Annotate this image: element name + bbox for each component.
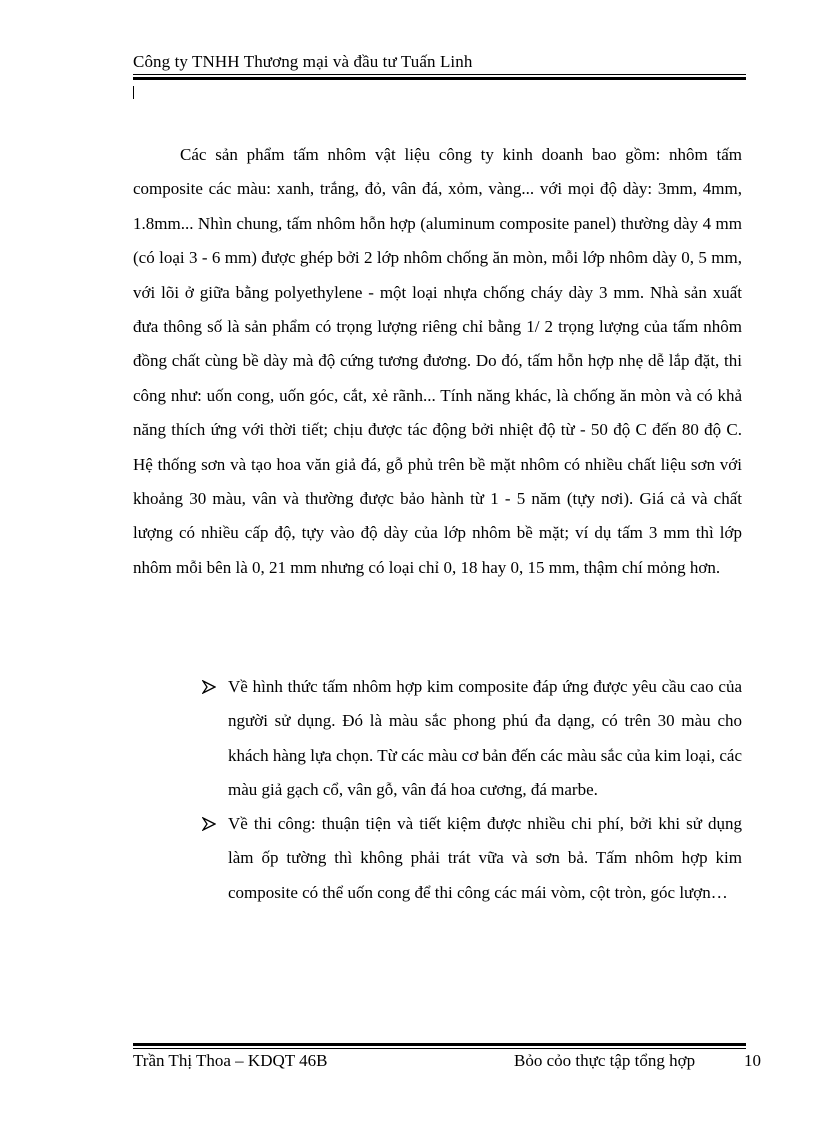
footer-rule-thick bbox=[133, 1043, 746, 1046]
arrow-bullet-icon bbox=[202, 680, 216, 694]
footer-report-title: Bỏo cỏo thực tập tổng hợp bbox=[514, 1051, 696, 1070]
body-paragraph: Các sản phẩm tấm nhôm vật liệu công ty kinh doanh bao gồm: nhôm tấm composite các màu: xanh, trắng, đỏ, vân đá, xỏm, vàng... với mọi độ dày: 3mm, 4mm, 1.8mm... Nhìn chung, tấm nhôm hỗn hợp (aluminum composite panel) thường dày 4 mm (có loại 3 - 6 mm) được ghép bởi 2 lớp nhôm chống ăn mòn, mỗi lớp nhôm dày 0, 5 mm, với lõi ở giữa bằng polyethylene - một loại nhựa chống cháy dày 3 mm. Nhà sản xuất đưa thông số là sản phẩm có trọng lượng riêng chỉ bằng 1/ 2 trọng lượng của tấm nhôm đồng chất cùng bề dày mà độ cứng tương đương. Do đó, tấm hỗn hợp nhẹ dễ lắp đặt, thi công như: uốn cong, uốn góc, cắt, xẻ rãnh... Tính năng khác, là chống ăn mòn và có khả năng thích ứng với thời tiết; chịu được tác động bởi nhiệt độ từ - 50 độ C đến 80 độ C. Hệ thống sơn và tạo hoa văn giả đá, gỗ phủ trên bề mặt nhôm có nhiều chất liệu sơn với khoảng 30 màu, vân và thường được bảo hành từ 1 - 5 năm (tựy nơi). Giá cả và chất lượng có nhiều cấp độ, tựy vào độ dày của lớp nhôm bề mặt; ví dụ tấm 3 mm thì lớp nhôm mỗi bên là 0, 21 mm nhưng có loại chỉ 0, 18 hay 0, 15 mm, thậm chí mỏng hơn. bbox=[133, 145, 742, 577]
page-number: 10 bbox=[744, 1051, 761, 1070]
footer-author: Trần Thị Thoa – KDQT 46B bbox=[133, 1051, 328, 1070]
header-rule-thick bbox=[133, 77, 746, 80]
header-rule-thin bbox=[133, 74, 746, 75]
text-cursor bbox=[133, 86, 134, 99]
arrow-bullet-icon bbox=[202, 817, 216, 831]
bullet-item bbox=[202, 670, 742, 807]
bullet-text: Về hình thức tấm nhôm hợp kim composite đáp ứng được yêu cầu cao của người sử dụng. Đó là màu sắc phong phú đa dạng, có trên 30 màu cho khách hàng lựa chọn. Từ các màu cơ bản đến các màu sắc của kim loại, các màu giả gạch cổ, vân gỗ, vân đá hoa cương, đá marbe. bbox=[228, 677, 742, 799]
bullet-text: Về thi công: thuận tiện và tiết kiệm được nhiều chi phí, bởi khi sử dụng làm ốp tường thì không phải trát vữa và sơn bả. Tấm nhôm hợp kim composite có thể uốn cong để thi công các mái vòm, cột tròn, góc lượn… bbox=[228, 814, 742, 902]
header-company-name: Công ty TNHH Thương mại và đầu tư Tuấn Linh bbox=[133, 52, 473, 71]
bullet-item bbox=[202, 807, 742, 910]
footer-rule-thin bbox=[133, 1048, 746, 1049]
bullet-list bbox=[202, 670, 742, 910]
